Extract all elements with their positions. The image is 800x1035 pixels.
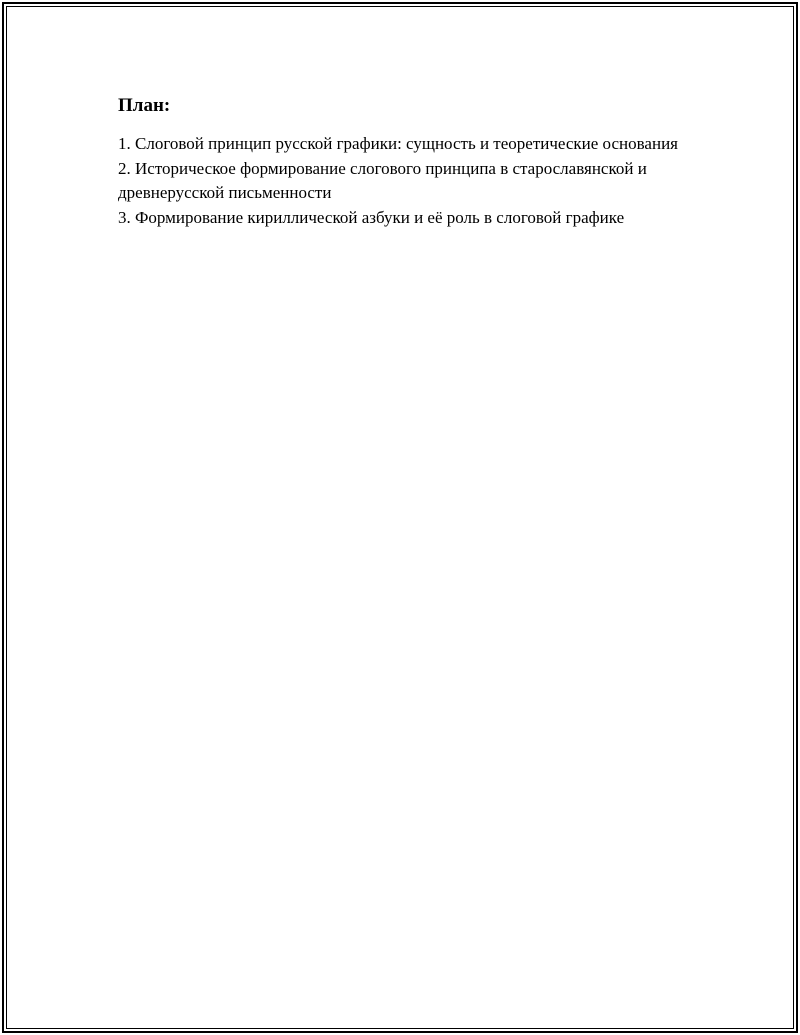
plan-heading: План:	[118, 95, 171, 116]
plan-list	[118, 132, 698, 230]
plan-item-1: 1. Слоговой принцип русской графики: сущность и теоретические основания	[118, 134, 678, 153]
plan-item-2: 2. Историческое формирование слогового принципа в старославянской и древнерусской письменности	[118, 158, 647, 202]
plan-item-3: 3. Формирование кириллической азбуки и её роль в слоговой графике	[118, 207, 625, 227]
page-content	[118, 92, 698, 230]
